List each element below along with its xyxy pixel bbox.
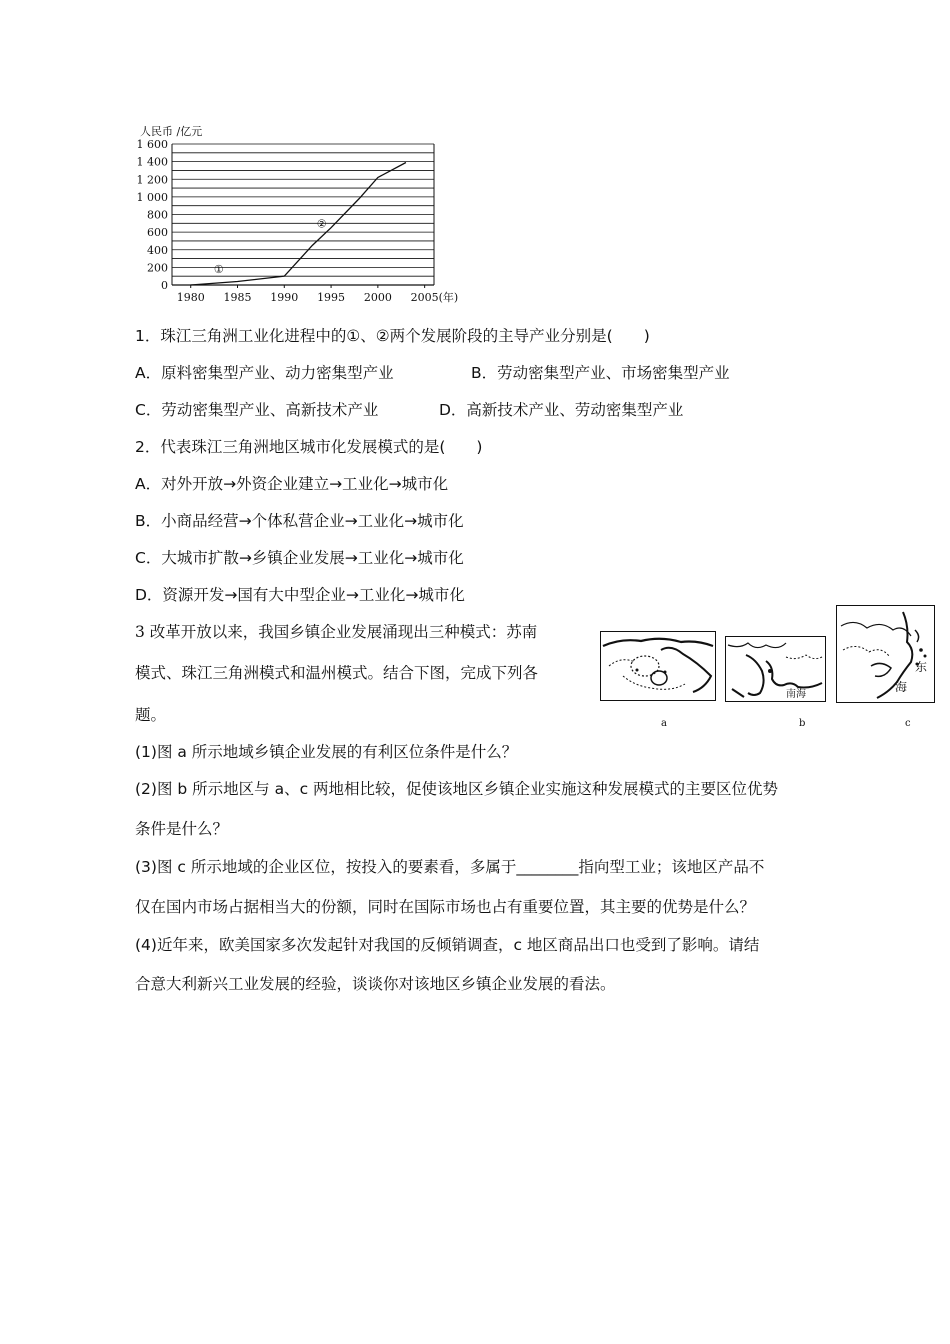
q2-stem: 2．代表珠江三角洲地区城市化发展模式的是( ) xyxy=(135,438,483,456)
y-tick-label: 800 xyxy=(147,208,168,222)
map-c-sea-label-1: 东 xyxy=(915,660,928,674)
x-tick-label: 1980 xyxy=(176,291,205,304)
q2-option-d: D．资源开发→国有大中型企业→工业化→城市化 xyxy=(135,586,465,604)
map-a-label: a xyxy=(661,718,667,729)
x-tick-label: 1985 xyxy=(223,291,252,304)
x-tick-label: 2000 xyxy=(363,291,392,304)
q3-part4-line2: 合意大利新兴工业发展的经验，谈谈你对该地区乡镇企业发展的看法。 xyxy=(135,975,616,993)
q3-intro-line2: 模式、珠江三角洲模式和温州模式。结合下图，完成下列各 xyxy=(135,664,539,682)
map-b-coastline-icon xyxy=(726,637,825,701)
q3-part2-line2: 条件是什么？ xyxy=(135,820,229,838)
q1-option-a: A．原料密集型产业、动力密集型产业 xyxy=(135,364,394,382)
q1-option-b: B．劳动密集型产业、市场密集型产业 xyxy=(471,364,730,382)
q3-part1: (1)图 a 所示地域乡镇企业发展的有利区位条件是什么？ xyxy=(135,743,518,761)
q1-stem: 1．珠江三角洲工业化进程中的①、②两个发展阶段的主导产业分别是( ) xyxy=(135,327,650,345)
map-b xyxy=(725,636,826,702)
map-c-coastline-icon xyxy=(837,606,934,702)
q2-option-b: B．小商品经营→个体私营企业→工业化→城市化 xyxy=(135,512,464,530)
map-b-label: b xyxy=(799,718,806,729)
x-tick-label: 1995 xyxy=(317,291,346,304)
x-tick-label: 1990 xyxy=(270,291,299,304)
y-tick-label: 1 400 xyxy=(136,155,168,169)
y-tick-label: 0 xyxy=(161,279,168,292)
map-c-label: c xyxy=(905,718,911,729)
q2-option-a: A．对外开放→外资企业建立→工业化→城市化 xyxy=(135,475,449,493)
q3-part4-line1: (4)近年来，欧美国家多次发起针对我国的反倾销调查，c 地区商品出口也受到了影响。请结 xyxy=(135,936,760,954)
q3-part3-line2: 仅在国内市场占据相当大的份额，同时在国际市场也占有重要位置，其主要的优势是什么？ xyxy=(135,898,756,916)
map-c xyxy=(836,605,935,703)
y-axis-title: 人民币 /亿元 xyxy=(140,125,203,138)
x-tick-label: 2005 xyxy=(410,291,439,304)
q1-option-c: C．劳动密集型产业、高新技术产业 xyxy=(135,401,379,419)
q2-option-c: C．大城市扩散→乡镇企业发展→工业化→城市化 xyxy=(135,549,464,567)
y-tick-label: 1 600 xyxy=(136,138,168,151)
q3-intro-line1: 3 改革开放以来，我国乡镇企业发展涌现出三种模式：苏南 xyxy=(135,623,538,641)
q3-intro-line3: 题。 xyxy=(135,706,167,724)
map-a-coastline-icon xyxy=(601,632,715,700)
q1-option-d: D．高新技术产业、劳动密集型产业 xyxy=(439,401,684,419)
map-c-sea-label-2: 海 xyxy=(895,680,908,694)
y-tick-label: 1 200 xyxy=(136,173,168,187)
stage-annotation: ① xyxy=(213,263,224,277)
map-b-sea-label: 南海 xyxy=(786,689,806,700)
map-a xyxy=(600,631,716,701)
y-tick-label: 1 000 xyxy=(136,190,168,204)
stage-annotation: ② xyxy=(316,217,327,231)
x-axis-unit: (年) xyxy=(438,291,459,304)
y-tick-label: 600 xyxy=(147,226,168,240)
q3-part2-line1: (2)图 b 所示地区与 a、c 两地相比较，促使该地区乡镇企业实施这种发展模式的主要区位优势 xyxy=(135,780,779,798)
y-tick-label: 200 xyxy=(147,261,168,275)
q3-part3-line1: (3)图 c 所示地域的企业区位，按投入的要素看，多属于________指向型工业；该地区产品不 xyxy=(135,858,765,876)
y-tick-label: 400 xyxy=(147,243,168,257)
gdp-line-chart xyxy=(132,122,459,310)
